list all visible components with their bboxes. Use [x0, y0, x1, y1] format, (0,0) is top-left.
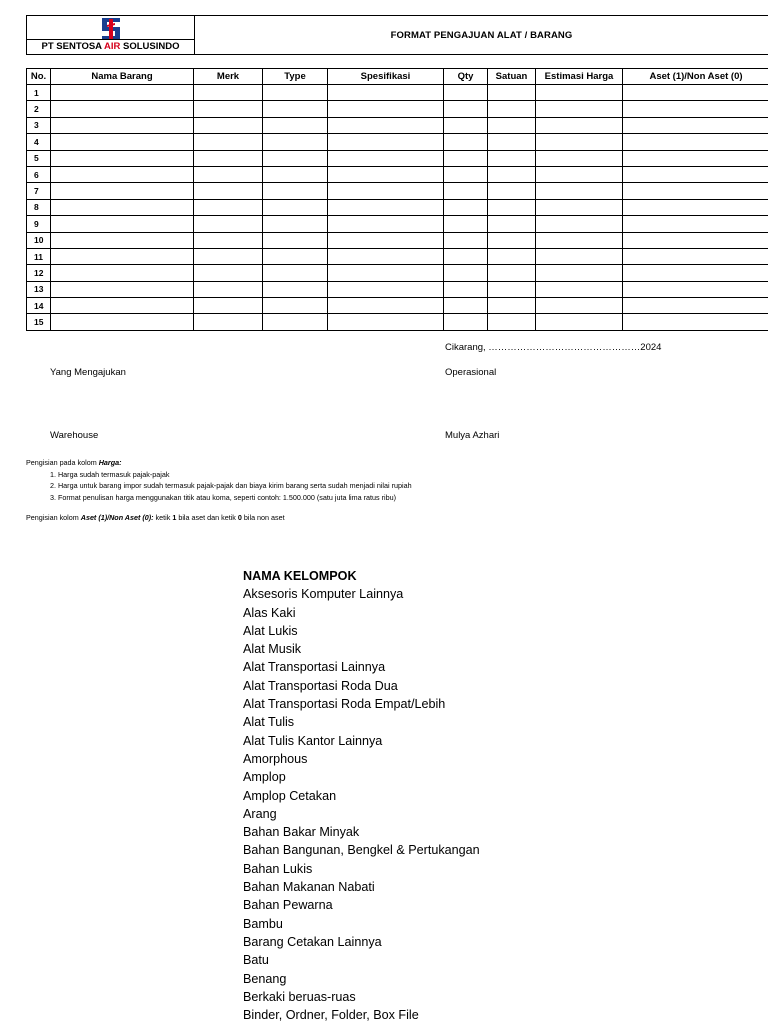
- table-cell[interactable]: [623, 281, 768, 297]
- company-logo-icon: [100, 17, 122, 41]
- group-item: Amplop Cetakan: [243, 788, 337, 803]
- table-cell[interactable]: [51, 314, 194, 330]
- table-cell[interactable]: [444, 150, 488, 166]
- table-cell[interactable]: [263, 216, 328, 232]
- table-cell[interactable]: [263, 248, 328, 264]
- table-body: [27, 85, 768, 331]
- table-cell[interactable]: [263, 298, 328, 314]
- table-cell[interactable]: [536, 183, 623, 199]
- table-cell[interactable]: [488, 298, 536, 314]
- table-cell[interactable]: [194, 166, 263, 182]
- table-row: [27, 298, 768, 314]
- row-number: 15: [27, 314, 51, 330]
- group-item: Alat Tulis Kantor Lainnya: [243, 733, 383, 748]
- table-cell[interactable]: [263, 150, 328, 166]
- table-cell[interactable]: [623, 166, 768, 182]
- table-cell[interactable]: [536, 265, 623, 281]
- table-cell[interactable]: [623, 248, 768, 264]
- group-item: Alat Transportasi Roda Dua: [243, 678, 398, 693]
- table-cell[interactable]: [536, 85, 623, 101]
- table-cell[interactable]: [444, 199, 488, 215]
- table-cell[interactable]: [488, 183, 536, 199]
- table-cell[interactable]: [194, 85, 263, 101]
- table-cell[interactable]: [263, 85, 328, 101]
- table-cell[interactable]: [328, 85, 444, 101]
- table-cell[interactable]: [194, 298, 263, 314]
- col-nama-barang: Nama Barang: [51, 69, 194, 85]
- form-header: [26, 15, 768, 55]
- group-item: Bahan Makanan Nabati: [243, 880, 375, 895]
- table-cell[interactable]: [536, 199, 623, 215]
- group-item: Binder, Ordner, Folder, Box File: [243, 1008, 419, 1023]
- table-cell[interactable]: [328, 216, 444, 232]
- table-cell[interactable]: [536, 134, 623, 150]
- table-cell[interactable]: [194, 117, 263, 133]
- table-cell[interactable]: [194, 150, 263, 166]
- group-item: Benang: [243, 971, 287, 986]
- table-cell[interactable]: [623, 101, 768, 117]
- table-cell[interactable]: [51, 85, 194, 101]
- table-cell[interactable]: [194, 232, 263, 248]
- harga-note-title: Pengisian pada kolom Harga:: [26, 458, 122, 467]
- table-cell[interactable]: [263, 265, 328, 281]
- table-cell[interactable]: [444, 232, 488, 248]
- table-cell[interactable]: [263, 117, 328, 133]
- table-cell[interactable]: [263, 101, 328, 117]
- table-row: [27, 101, 768, 117]
- table-cell[interactable]: [328, 166, 444, 182]
- table-row: [27, 248, 768, 264]
- table-cell[interactable]: [444, 265, 488, 281]
- table-cell[interactable]: [488, 199, 536, 215]
- row-number: 10: [27, 232, 51, 248]
- company-name: PT SENTOSA AIR SOLUSINDO: [27, 39, 194, 54]
- table-cell[interactable]: [488, 134, 536, 150]
- group-item: Bahan Lukis: [243, 861, 313, 876]
- group-item: Bambu: [243, 916, 283, 931]
- form-title: FORMAT PENGAJUAN ALAT / BARANG: [390, 29, 573, 41]
- row-number: 3: [27, 117, 51, 133]
- table-cell[interactable]: [194, 281, 263, 297]
- col-qty: Qty: [444, 69, 488, 85]
- row-number: 11: [27, 248, 51, 264]
- items-table: [26, 68, 768, 331]
- group-item: Amplop: [243, 770, 286, 785]
- table-cell[interactable]: [488, 117, 536, 133]
- table-cell[interactable]: [488, 150, 536, 166]
- table-cell[interactable]: [623, 134, 768, 150]
- table-row: [27, 314, 768, 330]
- group-item: Alat Transportasi Roda Empat/Lebih: [243, 697, 446, 712]
- group-item: Bahan Bakar Minyak: [243, 825, 360, 840]
- group-items: [243, 585, 480, 1024]
- table-cell[interactable]: [51, 232, 194, 248]
- table-cell[interactable]: [328, 199, 444, 215]
- table-cell[interactable]: [328, 265, 444, 281]
- table-cell[interactable]: [328, 117, 444, 133]
- table-cell[interactable]: [328, 183, 444, 199]
- table-row: [27, 281, 768, 297]
- table-cell[interactable]: [51, 265, 194, 281]
- right-signer-name: Mulya Azhari: [445, 430, 500, 441]
- table-cell[interactable]: [488, 265, 536, 281]
- harga-note-2: 2. Harga untuk barang impor sudah termasuk pajak-pajak dan biaya kirim barang serta sudah menjadi nilai rupiah: [50, 481, 412, 490]
- table-cell[interactable]: [536, 248, 623, 264]
- left-signer-name: Warehouse: [50, 430, 99, 441]
- place-date: Cikarang, …………………………………………2024: [445, 342, 662, 353]
- table-cell[interactable]: [444, 134, 488, 150]
- table-cell[interactable]: [488, 166, 536, 182]
- table-cell[interactable]: [623, 298, 768, 314]
- table-cell[interactable]: [536, 150, 623, 166]
- table-row: [27, 265, 768, 281]
- table-cell[interactable]: [51, 281, 194, 297]
- col-spesifikasi: Spesifikasi: [328, 69, 444, 85]
- row-number: 5: [27, 150, 51, 166]
- table-cell[interactable]: [488, 314, 536, 330]
- table-cell[interactable]: [263, 166, 328, 182]
- row-number: 1: [27, 85, 51, 101]
- table-cell[interactable]: [51, 101, 194, 117]
- table-cell[interactable]: [536, 166, 623, 182]
- table-cell[interactable]: [536, 281, 623, 297]
- table-cell[interactable]: [328, 248, 444, 264]
- table-cell[interactable]: [623, 314, 768, 330]
- col-estimasi-harga: Estimasi Harga: [536, 69, 623, 85]
- table-cell[interactable]: [194, 183, 263, 199]
- table-cell[interactable]: [194, 101, 263, 117]
- group-item: Amorphous: [243, 751, 308, 766]
- group-item: Bahan Pewarna: [243, 898, 333, 913]
- table-cell[interactable]: [536, 298, 623, 314]
- table-cell[interactable]: [488, 248, 536, 264]
- row-number: 8: [27, 199, 51, 215]
- row-number: 6: [27, 166, 51, 182]
- table-row: [27, 117, 768, 133]
- col-satuan: Satuan: [488, 69, 536, 85]
- table-cell[interactable]: [263, 281, 328, 297]
- table-cell[interactable]: [488, 281, 536, 297]
- table-cell[interactable]: [51, 216, 194, 232]
- row-number: 13: [27, 281, 51, 297]
- table-cell[interactable]: [488, 232, 536, 248]
- company-cell: [27, 16, 195, 54]
- table-cell[interactable]: [536, 232, 623, 248]
- table-cell[interactable]: [623, 117, 768, 133]
- table-cell[interactable]: [263, 232, 328, 248]
- table-cell[interactable]: [488, 216, 536, 232]
- table-cell[interactable]: [444, 314, 488, 330]
- table-cell[interactable]: [194, 314, 263, 330]
- table-cell[interactable]: [488, 101, 536, 117]
- table-cell[interactable]: [194, 134, 263, 150]
- group-list-heading: NAMA KELOMPOK: [243, 569, 357, 583]
- table-row: [27, 166, 768, 182]
- col-no: No.: [27, 69, 51, 85]
- table-row: [27, 150, 768, 166]
- group-item: Alat Transportasi Lainnya: [243, 660, 386, 675]
- harga-note-1: 1. Harga sudah termasuk pajak-pajak: [50, 470, 170, 479]
- table-cell[interactable]: [263, 183, 328, 199]
- col-aset: Aset (1)/Non Aset (0): [623, 69, 768, 85]
- table-cell[interactable]: [51, 183, 194, 199]
- col-merk: Merk: [194, 69, 263, 85]
- group-item: Batu: [243, 953, 269, 968]
- table-cell[interactable]: [623, 265, 768, 281]
- table-cell[interactable]: [444, 183, 488, 199]
- table-row: [27, 216, 768, 232]
- right-role: Operasional: [445, 367, 497, 378]
- table-cell[interactable]: [488, 85, 536, 101]
- group-list: [243, 567, 480, 1024]
- table-cell[interactable]: [263, 314, 328, 330]
- table-cell[interactable]: [51, 117, 194, 133]
- group-item: Arang: [243, 806, 277, 821]
- row-number: 9: [27, 216, 51, 232]
- table-cell[interactable]: [623, 150, 768, 166]
- col-type: Type: [263, 69, 328, 85]
- table-cell[interactable]: [328, 150, 444, 166]
- table-cell[interactable]: [194, 265, 263, 281]
- table-cell[interactable]: [444, 298, 488, 314]
- table-cell[interactable]: [51, 150, 194, 166]
- table-cell[interactable]: [444, 248, 488, 264]
- table-cell[interactable]: [328, 281, 444, 297]
- table-header-row: [27, 69, 768, 85]
- table-cell[interactable]: [51, 298, 194, 314]
- table-cell[interactable]: [623, 85, 768, 101]
- group-item: Berkaki beruas-ruas: [243, 989, 356, 1004]
- group-item: Alat Musik: [243, 642, 302, 657]
- group-item: Barang Cetakan Lainnya: [243, 934, 382, 949]
- group-item: Alas Kaki: [243, 605, 296, 620]
- group-item: Bahan Bangunan, Bengkel & Pertukangan: [243, 843, 480, 858]
- table-cell[interactable]: [51, 166, 194, 182]
- table-cell[interactable]: [536, 101, 623, 117]
- table-row: [27, 232, 768, 248]
- aset-note: Pengisian kolom Aset (1)/Non Aset (0): ketik 1 bila aset dan ketik 0 bila non aset: [26, 513, 285, 522]
- table-cell[interactable]: [51, 199, 194, 215]
- table-cell[interactable]: [328, 314, 444, 330]
- table-cell[interactable]: [444, 216, 488, 232]
- table-cell[interactable]: [536, 314, 623, 330]
- table-cell[interactable]: [623, 183, 768, 199]
- row-number: 12: [27, 265, 51, 281]
- table-cell[interactable]: [328, 101, 444, 117]
- harga-note-3: 3. Format penulisan harga menggunakan titik atau koma, seperti contoh: 1.500.000 (satu juta lima ratus ribu): [50, 493, 396, 502]
- table-cell[interactable]: [328, 232, 444, 248]
- left-role: Yang Mengajukan: [50, 367, 126, 378]
- table-cell[interactable]: [623, 199, 768, 215]
- row-number: 4: [27, 134, 51, 150]
- table-cell[interactable]: [263, 199, 328, 215]
- table-cell[interactable]: [51, 248, 194, 264]
- group-item: Alat Tulis: [243, 715, 295, 730]
- table-row: [27, 199, 768, 215]
- table-cell[interactable]: [623, 216, 768, 232]
- table-cell[interactable]: [328, 134, 444, 150]
- group-item: Alat Lukis: [243, 623, 298, 638]
- table-cell[interactable]: [194, 248, 263, 264]
- table-cell[interactable]: [623, 232, 768, 248]
- table-cell[interactable]: [194, 216, 263, 232]
- table-row: [27, 183, 768, 199]
- table-cell[interactable]: [263, 134, 328, 150]
- table-cell[interactable]: [444, 117, 488, 133]
- row-number: 14: [27, 298, 51, 314]
- row-number: 2: [27, 101, 51, 117]
- table-cell[interactable]: [328, 298, 444, 314]
- table-cell[interactable]: [444, 101, 488, 117]
- table-cell[interactable]: [51, 134, 194, 150]
- table-cell[interactable]: [536, 117, 623, 133]
- table-row: [27, 134, 768, 150]
- group-item: Aksesoris Komputer Lainnya: [243, 587, 404, 602]
- table-cell[interactable]: [194, 199, 263, 215]
- table-cell[interactable]: [444, 85, 488, 101]
- table-cell[interactable]: [444, 166, 488, 182]
- table-cell[interactable]: [444, 281, 488, 297]
- table-row: [27, 85, 768, 101]
- table-cell[interactable]: [536, 216, 623, 232]
- row-number: 7: [27, 183, 51, 199]
